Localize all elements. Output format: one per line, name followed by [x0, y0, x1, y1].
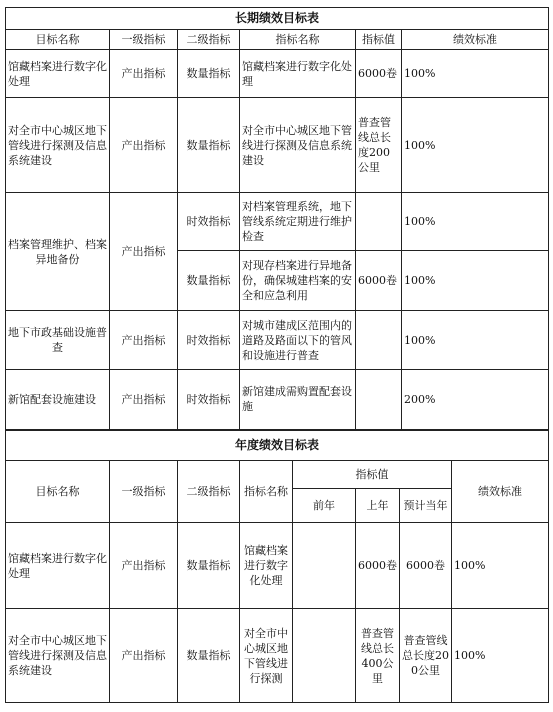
annual-table — [5, 430, 549, 703]
table-row — [6, 369, 549, 429]
value-cell — [356, 369, 402, 429]
level2-cell: 数量指标 — [178, 523, 240, 609]
standard-cell: 100% — [452, 523, 549, 609]
level2-cell: 数量指标 — [178, 98, 240, 192]
goal-cell: 馆藏档案进行数字化处理 — [6, 50, 110, 98]
table-row — [6, 192, 549, 250]
indicator-cell: 馆藏档案进行数字化处理 — [240, 50, 356, 98]
level1-cell: 产出指标 — [110, 98, 178, 192]
standard-cell: 100% — [402, 192, 549, 250]
header-value-group: 指标值 — [293, 461, 452, 489]
level2-cell: 时效指标 — [178, 192, 240, 250]
long-term-table — [5, 7, 549, 430]
table-row — [6, 609, 549, 703]
level1-cell: 产出指标 — [110, 523, 178, 609]
header-last-year: 上年 — [356, 489, 400, 523]
header-indicator: 指标名称 — [240, 461, 293, 523]
forecast-cell: 普查管线总长度200公里 — [400, 609, 452, 703]
table-row — [6, 98, 549, 192]
header-goal: 目标名称 — [6, 30, 110, 50]
standard-cell: 100% — [402, 251, 549, 311]
indicator-cell: 对档案管理系统，地下管线系统定期进行维护检查 — [240, 192, 356, 250]
value-cell — [356, 311, 402, 369]
value-cell — [356, 192, 402, 250]
last-year-cell: 普查管线总长400公里 — [356, 609, 400, 703]
goal-cell: 档案管理维护、档案异地备份 — [6, 192, 110, 311]
level1-cell: 产出指标 — [110, 192, 178, 311]
indicator-cell: 对全市中心城区地下管线进行探测及信息系统建设 — [240, 98, 356, 192]
goal-cell: 新馆配套设施建设 — [6, 369, 110, 429]
header-level2: 二级指标 — [178, 30, 240, 50]
standard-cell: 100% — [402, 311, 549, 369]
header-prev-year: 前年 — [293, 489, 356, 523]
indicator-cell: 对全市中心城区地下管线进行探测 — [240, 609, 293, 703]
standard-cell: 100% — [402, 50, 549, 98]
goal-cell: 地下市政基础设施普查 — [6, 311, 110, 369]
indicator-cell: 馆藏档案进行数字化处理 — [240, 523, 293, 609]
forecast-cell: 6000卷 — [400, 523, 452, 609]
indicator-cell: 对城市建成区范围内的道路及路面以下的管风和设施进行普查 — [240, 311, 356, 369]
header-standard: 绩效标准 — [402, 30, 549, 50]
level2-cell: 数量指标 — [178, 50, 240, 98]
value-cell: 6000卷 — [356, 251, 402, 311]
table-row — [6, 50, 549, 98]
header-level1: 一级指标 — [110, 30, 178, 50]
level2-cell: 时效指标 — [178, 311, 240, 369]
level1-cell: 产出指标 — [110, 311, 178, 369]
indicator-cell: 新馆建成需购置配套设施 — [240, 369, 356, 429]
standard-cell: 200% — [402, 369, 549, 429]
annual-title: 年度绩效目标表 — [6, 431, 549, 461]
prev-year-cell — [293, 609, 356, 703]
goal-cell: 对全市中心城区地下管线进行探测及信息系统建设 — [6, 609, 110, 703]
table-row — [6, 523, 549, 609]
header-level2: 二级指标 — [178, 461, 240, 523]
value-cell: 普查管线总长度200公里 — [356, 98, 402, 192]
level2-cell: 数量指标 — [178, 251, 240, 311]
header-standard: 绩效标准 — [452, 461, 549, 523]
level1-cell: 产出指标 — [110, 50, 178, 98]
indicator-cell: 对现存档案进行异地备份，确保城建档案的安全和应急利用 — [240, 251, 356, 311]
table-row — [6, 311, 549, 369]
prev-year-cell — [293, 523, 356, 609]
goal-cell: 对全市中心城区地下管线进行探测及信息系统建设 — [6, 98, 110, 192]
level1-cell: 产出指标 — [110, 369, 178, 429]
header-indicator: 指标名称 — [240, 30, 356, 50]
header-goal: 目标名称 — [6, 461, 110, 523]
header-level1: 一级指标 — [110, 461, 178, 523]
long-term-title: 长期绩效目标表 — [6, 8, 549, 30]
level2-cell: 时效指标 — [178, 369, 240, 429]
last-year-cell: 6000卷 — [356, 523, 400, 609]
goal-cell: 馆藏档案进行数字化处理 — [6, 523, 110, 609]
header-forecast: 预计当年 — [400, 489, 452, 523]
level1-cell: 产出指标 — [110, 609, 178, 703]
standard-cell: 100% — [452, 609, 549, 703]
header-value: 指标值 — [356, 30, 402, 50]
value-cell: 6000卷 — [356, 50, 402, 98]
standard-cell: 100% — [402, 98, 549, 192]
level2-cell: 数量指标 — [178, 609, 240, 703]
